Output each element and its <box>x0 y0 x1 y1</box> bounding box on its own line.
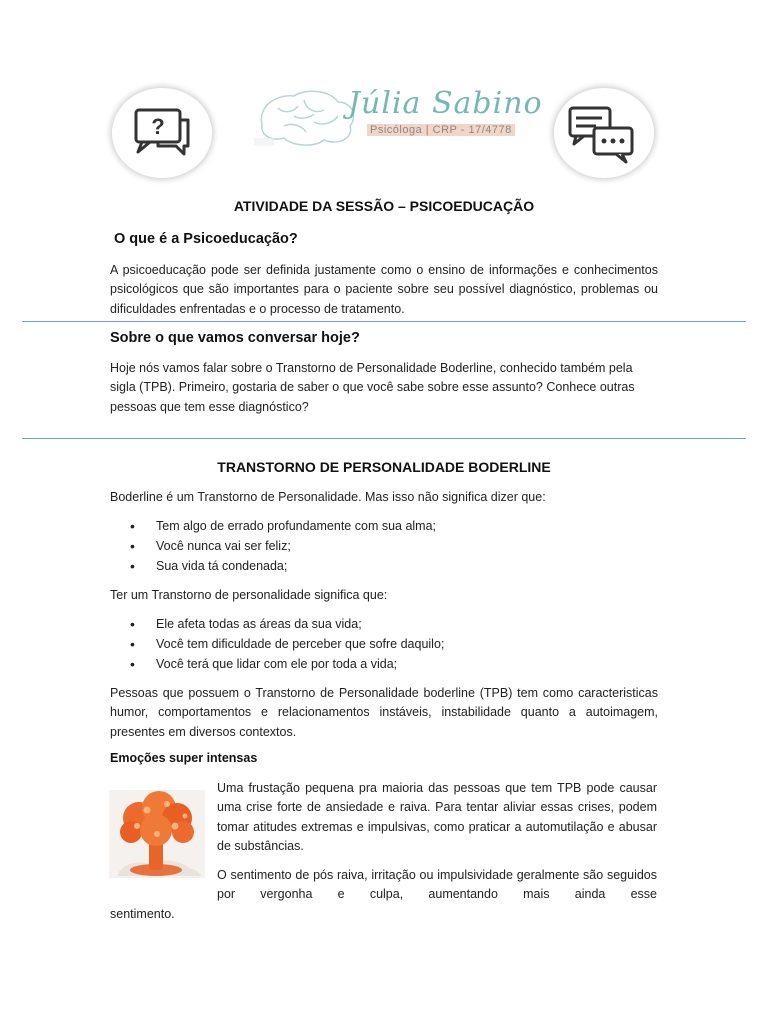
paragraph-emocoes-3: sentimento. <box>110 907 175 921</box>
paragraph-conversar: Hoje nós vamos falar sobre o Transtorno de Personalidade Boderline, conhecido também pela sigla (TPB). Primeiro, gostaria de saber o que você sabe sobre esse assunto? Conhece outras pessoas que tem esse diagnóstico? <box>110 361 635 414</box>
paragraph-emocoes-2: O sentimento de pós raiva, irritação ou impulsividade geralmente são seguidos por vergonha e culpa, aumentando mais ainda esse <box>217 868 657 902</box>
subtitle-credentials: Psicóloga | CRP - 17/4778 <box>367 124 515 136</box>
heading-emocoes: Emoções super intensas <box>110 751 258 765</box>
list-means <box>130 614 444 674</box>
list-item: • Ele afeta todas as áreas da sua vida; <box>130 614 444 634</box>
question-chat-icon <box>112 88 212 178</box>
paragraph-characteristics: Pessoas que possuem o Transtorno de Personalidade boderline (TPB) tem como caracteristicas humor, comportamentos e relacionamentos instáveis, instabilidade quanto a autoimagem, presentes em diversos contextos. <box>110 686 658 739</box>
list-item: • Você nunca vai ser feliz; <box>130 536 436 556</box>
chat-bubbles-icon <box>554 88 654 178</box>
paragraph-intro2: Ter um Transtorno de personalidade significa que: <box>110 588 388 602</box>
page-title: ATIVIDADE DA SESSÃO – PSICOEDUCAÇÃO <box>233 198 535 214</box>
signature-logo: Júlia Sabino <box>348 86 543 121</box>
explosion-image <box>109 790 205 878</box>
divider <box>22 438 746 439</box>
list-item: • Você tem dificuldade de perceber que sofre daquilo; <box>130 634 444 654</box>
list-item: • Você terá que lidar com ele por toda a vida; <box>130 654 444 674</box>
list-not-means <box>130 516 436 576</box>
section-heading-conversar: Sobre o que vamos conversar hoje? <box>110 330 360 346</box>
paragraph-psicoeducacao: A psicoeducação pode ser definida justamente como o ensino de informações e conhecimentos psicológicos que são importantes para o paciente sobre seu possível diagnóstico, problemas ou dificuldades enfrentadas e o processo de tratamento. <box>110 263 658 316</box>
svg-text:?: ? <box>151 114 165 139</box>
section-title-tpb: TRANSTORNO DE PERSONALIDADE BODERLINE <box>217 459 551 475</box>
list-item: • Tem algo de errado profundamente com sua alma; <box>130 516 436 536</box>
paragraph-intro: Boderline é um Transtorno de Personalidade. Mas isso não significa dizer que: <box>110 490 546 504</box>
section-heading-psicoeducacao: O que é a Psicoeducação? <box>114 231 298 247</box>
divider <box>22 321 746 322</box>
paragraph-emocoes-1: Uma frustação pequena pra maioria das pessoas que tem TPB pode causar uma crise forte de ansiedade e raiva. Para tentar aliviar essas crises, podem tomar atitudes extremas e impulsivas, como praticar a automutilação e abusar de substâncias. <box>217 781 657 853</box>
list-item: • Sua vida tá condenada; <box>130 556 436 576</box>
